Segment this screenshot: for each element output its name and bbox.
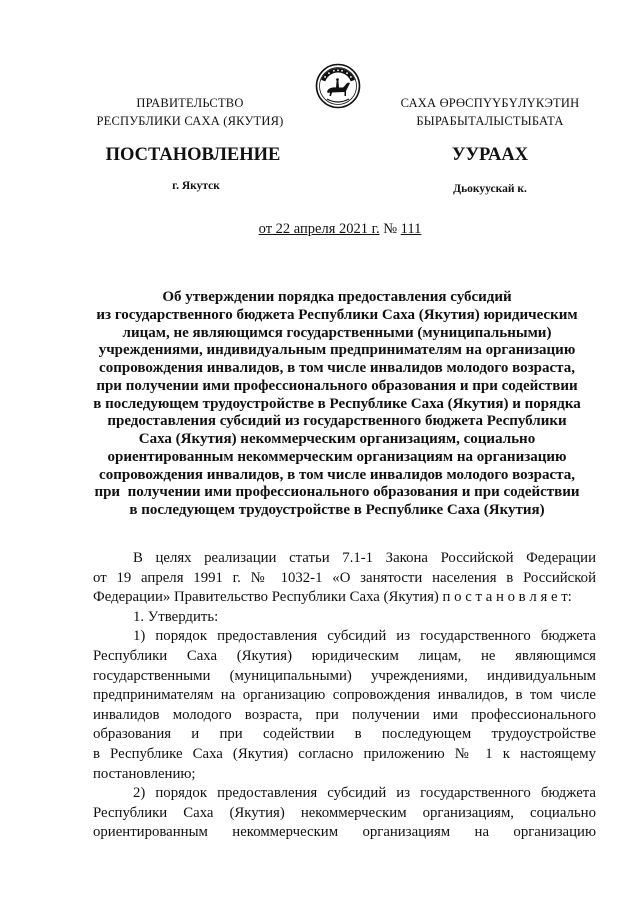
paragraph-line: Федерации» Правительство Республики Саха (Якутия) п о с т а н о в л я е т:: [93, 589, 572, 606]
title-line: учреждениями, индивидуальным предпринимателям на организацию: [98, 342, 576, 359]
document-date-number: [190, 220, 490, 238]
document-title: [80, 289, 594, 520]
paragraph-line: 2) порядок предоставления субсидий из государственного бюджета: [133, 785, 596, 802]
title-line: при получении ими профессионального образования и при содействии: [94, 484, 580, 501]
title-line: Об утверждении порядка предоставления субсидий: [162, 289, 512, 305]
title-line: сопровождения инвалидов, в том числе инвалидов молодого возраста,: [99, 466, 575, 483]
paragraph-line: 1. Утвердить:: [133, 608, 219, 625]
paragraph-line: образования и при содействии в последующем трудоустройстве: [93, 726, 596, 743]
title-line: Саха (Якутия) некоммерческим организациям, социально: [138, 431, 536, 447]
number-sign: №: [383, 221, 398, 237]
header-left-authority: [70, 94, 310, 130]
title-line: из государственного бюджета Республики Саха (Якутия) юридическим: [96, 306, 578, 323]
place-ru: г. Якутск: [172, 180, 220, 192]
paragraph-line: государственными (муниципальными) учреждениями, индивидуальным: [93, 667, 596, 684]
paragraph-line: инвалидов молодого возраста, при получении ими профессионального: [93, 706, 596, 723]
document-type-sah: УУРААХ: [451, 145, 529, 165]
paragraph-line: 1) порядок предоставления субсидий из государственного бюджета: [133, 628, 596, 645]
paragraph-line: предпринимателям на организацию сопровождения инвалидов, в том числе: [93, 687, 596, 704]
document-body: [93, 549, 596, 843]
coat-of-arms-graphic: [315, 61, 361, 109]
document-date: от 22 апреля 2021 г.: [258, 221, 380, 237]
paragraph-line: В целях реализации статьи 7.1-1 Закона Российской Федерации: [133, 550, 596, 566]
coat-of-arms-icon: [315, 61, 361, 109]
title-line: предоставления субсидий из государственного бюджета Республики: [107, 413, 567, 430]
paragraph: [93, 784, 596, 843]
authority-name-ru-line1: ПРАВИТЕЛЬСТВО: [136, 96, 244, 110]
paragraph: [93, 627, 596, 784]
paragraph-line: постановлению;: [93, 765, 196, 782]
paragraph: [93, 608, 596, 628]
paragraph-line: Республики Саха (Якутия) юридическим лицам, не являющимся: [93, 647, 596, 664]
document-type-ru: ПОСТАНОВЛЕНИЕ: [105, 145, 281, 165]
title-line: в последующем трудоустройстве в Республике Саха (Якутия) и порядка: [93, 395, 581, 412]
authority-name-ru-line2: РЕСПУБЛИКИ САХА (ЯКУТИЯ): [96, 114, 284, 128]
title-line: в последующем трудоустройстве в Республике Саха (Якутия): [129, 502, 545, 518]
header-right-authority: [370, 94, 610, 130]
paragraph-line: Республики Саха (Якутия) некоммерческим организациям, социально: [93, 804, 596, 821]
paragraph: [93, 549, 596, 608]
paragraph-line: ориентированным некоммерческим организациям на организацию: [93, 824, 596, 841]
title-line: ориентированным некоммерческим организациям на организацию: [107, 448, 567, 465]
authority-name-sah-line2: БЫРАБЫТАЛЫСТЫБАТА: [416, 114, 564, 128]
document-number: 111: [400, 221, 422, 237]
title-line: при получении ими профессионального образования и при содействии: [96, 377, 578, 394]
title-line: лицам, не являющимся государственными (муниципальными): [122, 324, 552, 341]
title-line: сопровождения инвалидов, в том числе инвалидов молодого возраста,: [99, 360, 575, 376]
place-sah: Дьокуускай к.: [453, 183, 527, 195]
paragraph-line: в Республике Саха (Якутия) согласно приложению № 1 к настоящему: [93, 745, 596, 762]
paragraph-line: от 19 апреля 1991 г. № 1032-1 «О занятости населения в Российской: [93, 569, 596, 586]
authority-name-sah-line1: САХА ӨРӨСПҮҮБҮЛҮКЭТИН: [400, 96, 580, 110]
